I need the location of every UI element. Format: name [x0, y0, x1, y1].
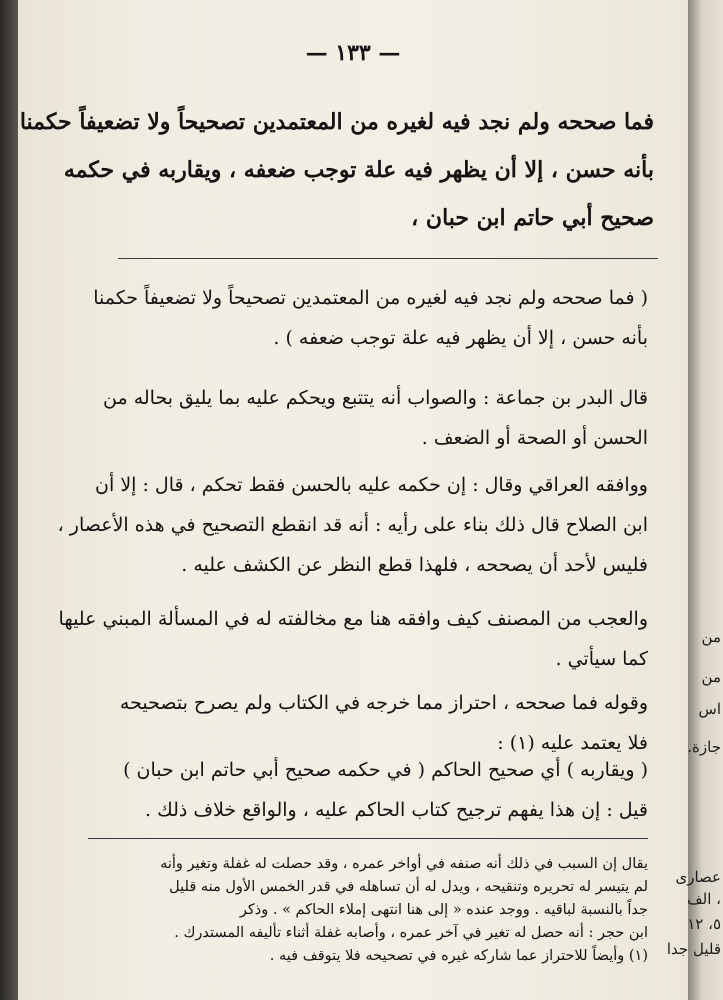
adjacent-page-edge	[666, 0, 723, 1000]
paragraph-6	[58, 750, 648, 830]
adjacent-text-fragment: جازة.	[687, 738, 721, 756]
adjacent-text-fragment: اس	[698, 700, 721, 718]
quote-line: بأنه حسن ، إلا أن يظهر فيه علة توجب ضعفه ، ويقاربه في حكمه	[63, 157, 654, 183]
adjacent-text-fragment: من	[701, 628, 721, 646]
footnote-line: يقال إن السبب في ذلك أنه صنفه في أواخر عمره ، وقد حصلت له غفلة وتغير وأنه	[160, 856, 648, 872]
book-page	[18, 0, 688, 1000]
matn-divider	[118, 258, 658, 259]
text-line: الحسن أو الصحة أو الضعف .	[421, 427, 648, 449]
text-line: والعجب من المصنف كيف وافقه هنا مع مخالفته له في المسألة المبني عليها	[58, 608, 648, 630]
text-line: ( ويقاربه ) أي صحيح الحاكم ( في حكمه صحيح أبي حاتم ابن حبان )	[123, 759, 648, 781]
page-number: — ١٣٣ —	[305, 40, 401, 66]
paragraph-3	[58, 465, 648, 585]
footnote-divider	[88, 838, 648, 839]
book-gutter	[0, 0, 18, 1000]
text-line: فلا يعتمد عليه (١) :	[497, 732, 648, 754]
quote-line: فما صححه ولم نجد فيه لغيره من المعتمدين تصحيحاً ولا تضعيفاً حكمنا	[19, 109, 654, 135]
adjacent-text-fragment: ، الف	[687, 890, 721, 908]
footnotes	[58, 853, 648, 968]
paragraph-1	[58, 278, 648, 358]
quote-line: صحيح أبي حاتم ابن حبان ،	[411, 205, 654, 231]
adjacent-text-fragment: من	[701, 668, 721, 686]
text-line: ( فما صححه ولم نجد فيه لغيره من المعتمدين تصحيحاً ولا تضعيفاً حكمنا	[93, 287, 648, 309]
text-line: وقوله فما صححه ، احتراز مما خرجه في الكتاب ولم يصرح بتصحيحه	[119, 692, 648, 714]
footnote-line: (١) وأيضاً للاحتراز عما شاركه غيره في تصحيحه فلا يتوقف فيه .	[269, 948, 648, 964]
text-line: فليس لأحد أن يصححه ، فلهذا قطع النظر عن الكشف عليه .	[181, 554, 648, 576]
footnote-line: ابن حجر : أنه حصل له تغير في آخر عمره ، وأصابه غفلة أثناء تأليفه المستدرك .	[174, 925, 648, 941]
paragraph-4	[58, 599, 648, 679]
text-line: بأنه حسن ، إلا أن يظهر فيه علة توجب ضعفه ) .	[273, 327, 648, 349]
adjacent-text-fragment: ٥، ١٢	[687, 915, 721, 933]
adjacent-text-fragment: قليل جدا	[666, 940, 721, 958]
quoted-matn	[19, 98, 654, 242]
footnote-line: جداً بالنسبة لباقيه . ووجد عنده « إلى هنا انتهى إملاء الحاكم » . وذكر	[239, 902, 648, 918]
footnote-line: لم يتيسر له تحريره وتنقيحه ، ويدل له أن تساهله في قدر الخمس الأول منه قليل	[169, 879, 648, 895]
adjacent-text-fragment: عصارى	[675, 868, 721, 886]
text-line: ابن الصلاح قال ذلك بناء على رأيه : أنه قد انقطع التصحيح في هذه الأعصار ،	[57, 514, 648, 536]
text-line: كما سيأتي .	[555, 648, 648, 670]
paragraph-2	[58, 378, 648, 458]
text-line: ووافقه العراقي وقال : إن حكمه عليه بالحسن فقط تحكم ، قال : إلا أن	[95, 474, 648, 496]
text-line: قال البدر بن جماعة : والصواب أنه يتتبع ويحكم عليه بما يليق بحاله من	[103, 387, 648, 409]
text-line: قيل : إن هذا يفهم ترجيح كتاب الحاكم عليه ، والواقع خلاف ذلك .	[145, 799, 648, 821]
